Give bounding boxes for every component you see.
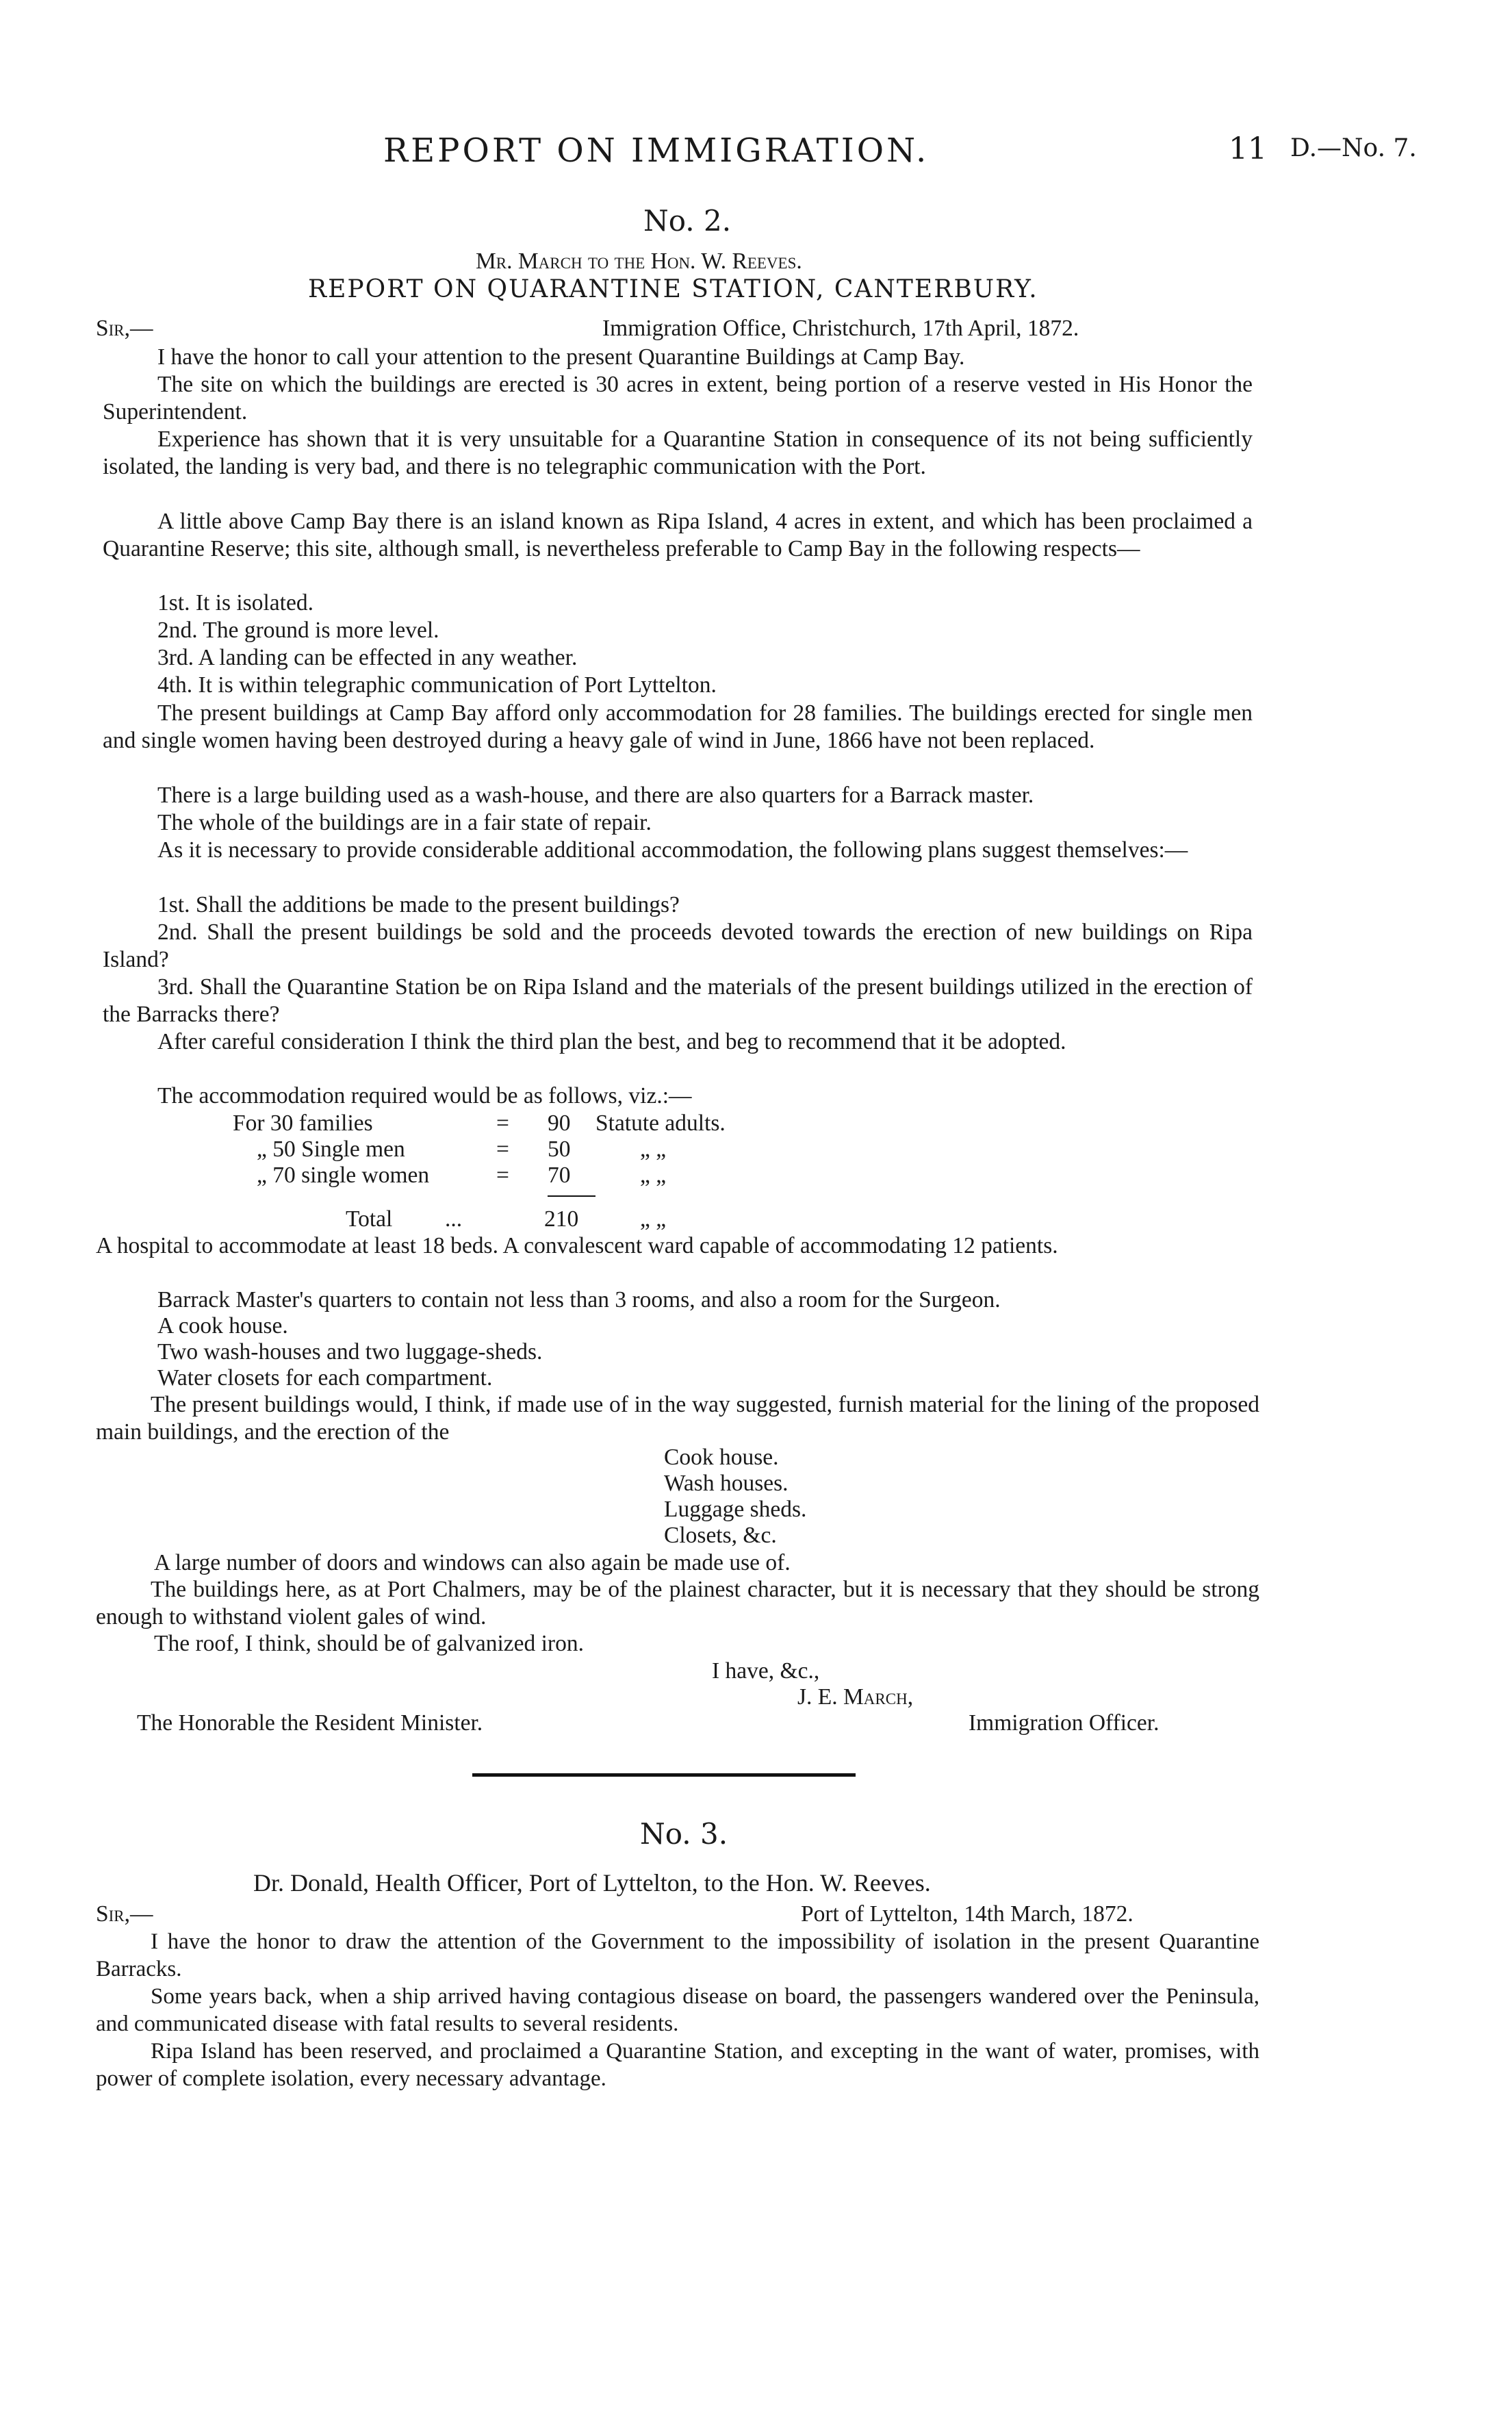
letter-from-to: Mr. March to the Hon. W. Reeves. bbox=[476, 249, 802, 274]
list-item: 1st. Shall the additions be made to the present buildings? bbox=[157, 892, 680, 917]
paragraph: There is a large building used as a wash-house, and there are also quarters for a Barrack master. bbox=[157, 783, 1034, 808]
paragraph: The whole of the buildings are in a fair state of repair. bbox=[157, 810, 652, 835]
list-item: Wash houses. bbox=[664, 1471, 789, 1496]
table-cell-label: „ 50 Single men bbox=[257, 1137, 405, 1162]
list-item: Luggage sheds. bbox=[664, 1497, 807, 1522]
paragraph: The site on which the buildings are erected is 30 acres in extent, being portion of a reserve vested in His Honor the Superintendent. bbox=[103, 372, 1253, 424]
paragraph: A little above Camp Bay there is an island known as Ripa Island, 4 acres in extent, and which has been proclaimed a Quarantine Reserve; this site, although small, is nevertheless preferable to Camp Bay in the following respects— bbox=[103, 509, 1253, 561]
list-item: 1st. It is isolated. bbox=[157, 590, 313, 616]
list-item: 3rd. Shall the Quarantine Station be on Ripa Island and the materials of the present buildings utilized in the erection of the Barracks there? bbox=[103, 974, 1253, 1027]
list-item: Water closets for each compartment. bbox=[157, 1365, 493, 1391]
paragraph: Some years back, when a ship arrived having contagious disease on board, the passengers wandered over the Peninsula, and communicated disease with fatal results to several residents. bbox=[96, 1984, 1259, 2036]
signature-title: Immigration Officer. bbox=[969, 1710, 1159, 1736]
list-item: 3rd. A landing can be effected in any weather. bbox=[157, 645, 578, 670]
table-cell-equals: = bbox=[496, 1137, 509, 1162]
paragraph: The accommodation required would be as follows, viz.:— bbox=[157, 1083, 692, 1108]
table-cell-equals: = bbox=[496, 1163, 509, 1188]
paragraph: Ripa Island has been reserved, and proclaimed a Quarantine Station, and excepting in the want of water, promises, with power of complete isolation, every necessary advantage. bbox=[96, 2039, 1259, 2091]
letter-from-to: Dr. Donald, Health Officer, Port of Lyttelton, to the Hon. W. Reeves. bbox=[253, 1869, 931, 1897]
table-total-label: Total bbox=[346, 1206, 393, 1232]
table-cell-value: 70 bbox=[548, 1163, 571, 1188]
section-number: No. 3. bbox=[640, 1817, 728, 1851]
table-total-dots: ... bbox=[445, 1206, 463, 1232]
list-item: 2nd. The ground is more level. bbox=[157, 618, 439, 643]
table-cell-unit: Statute adults. bbox=[595, 1111, 726, 1136]
table-cell-value: 90 bbox=[548, 1111, 571, 1136]
paragraph: The roof, I think, should be of galvanized iron. bbox=[154, 1631, 584, 1656]
table-cell-equals: = bbox=[496, 1111, 509, 1136]
paragraph: After careful consideration I think the third plan the best, and beg to recommend that it be adopted. bbox=[157, 1029, 1066, 1054]
table-cell-unit: „ „ bbox=[640, 1163, 667, 1188]
list-item: Cook house. bbox=[664, 1445, 779, 1470]
running-header-title: REPORT ON IMMIGRATION. bbox=[383, 131, 930, 170]
paragraph: The present buildings would, I think, if made use of in the way suggested, furnish material for the lining of the proposed main buildings, and the erection of the bbox=[96, 1392, 1259, 1445]
section-number: No. 2. bbox=[643, 204, 732, 238]
paragraph: I have the honor to draw the attention of the Government to the impossibility of isolation in the present Quarantine Barracks. bbox=[96, 1929, 1259, 1981]
list-item: Barrack Master's quarters to contain not less than 3 rooms, and also a room for the Surgeon. bbox=[157, 1287, 1001, 1312]
signoff: I have, &c., bbox=[712, 1658, 820, 1684]
list-item: 2nd. Shall the present buildings be sold and the proceeds devoted towards the erection of new buildings on Ripa Island? bbox=[103, 919, 1253, 972]
paragraph: The buildings here, as at Port Chalmers, may be of the plainest character, but it is necessary that they should be strong enough to withstand violent gales of wind. bbox=[96, 1577, 1259, 1629]
table-cell-unit: „ „ bbox=[640, 1137, 667, 1162]
dateline: Port of Lyttelton, 14th March, 1872. bbox=[801, 1901, 1133, 1927]
signature-name: J. E. March, bbox=[797, 1684, 914, 1710]
paragraph: As it is necessary to provide considerable additional accommodation, the following plans suggest themselves:— bbox=[157, 837, 1188, 863]
paragraph: I have the honor to call your attention to the present Quarantine Buildings at Camp Bay. bbox=[157, 344, 965, 370]
paragraph: A hospital to accommodate at least 18 beds. A convalescent ward capable of accommodating 12 patients. bbox=[96, 1233, 1058, 1258]
salutation: Sir,— bbox=[96, 1901, 153, 1927]
salutation: Sir,— bbox=[96, 316, 153, 341]
page-number: 11 bbox=[1229, 131, 1267, 166]
paragraph: Experience has shown that it is very unsuitable for a Quarantine Station in consequence of its not being sufficiently isolated, the landing is very bad, and there is no telegraphic communication with the Port. bbox=[103, 427, 1253, 479]
dateline: Immigration Office, Christchurch, 17th April, 1872. bbox=[602, 316, 1079, 341]
table-cell-label: „ 70 single women bbox=[257, 1163, 430, 1188]
addressee: The Honorable the Resident Minister. bbox=[137, 1710, 483, 1736]
list-item: A cook house. bbox=[157, 1313, 288, 1339]
sum-rule bbox=[548, 1195, 595, 1197]
paragraph: The present buildings at Camp Bay afford only accommodation for 28 families. The buildings erected for single men and single women having been destroyed during a heavy gale of wind in June, 1866 have not been replaced. bbox=[103, 700, 1253, 753]
list-item: 4th. It is within telegraphic communication of Port Lyttelton. bbox=[157, 672, 717, 698]
section-divider bbox=[472, 1773, 856, 1777]
paragraph: A large number of doors and windows can also again be made use of. bbox=[154, 1550, 791, 1575]
table-total-value: 210 bbox=[544, 1206, 579, 1232]
letter-heading: REPORT ON QUARANTINE STATION, CANTERBURY. bbox=[308, 275, 1038, 303]
table-cell-label: For 30 families bbox=[233, 1111, 373, 1136]
document-reference: D.—No. 7. bbox=[1290, 134, 1417, 162]
table-cell-value: 50 bbox=[548, 1137, 571, 1162]
list-item: Closets, &c. bbox=[664, 1523, 777, 1548]
list-item: Two wash-houses and two luggage-sheds. bbox=[157, 1339, 543, 1365]
table-total-unit: „ „ bbox=[640, 1206, 667, 1232]
